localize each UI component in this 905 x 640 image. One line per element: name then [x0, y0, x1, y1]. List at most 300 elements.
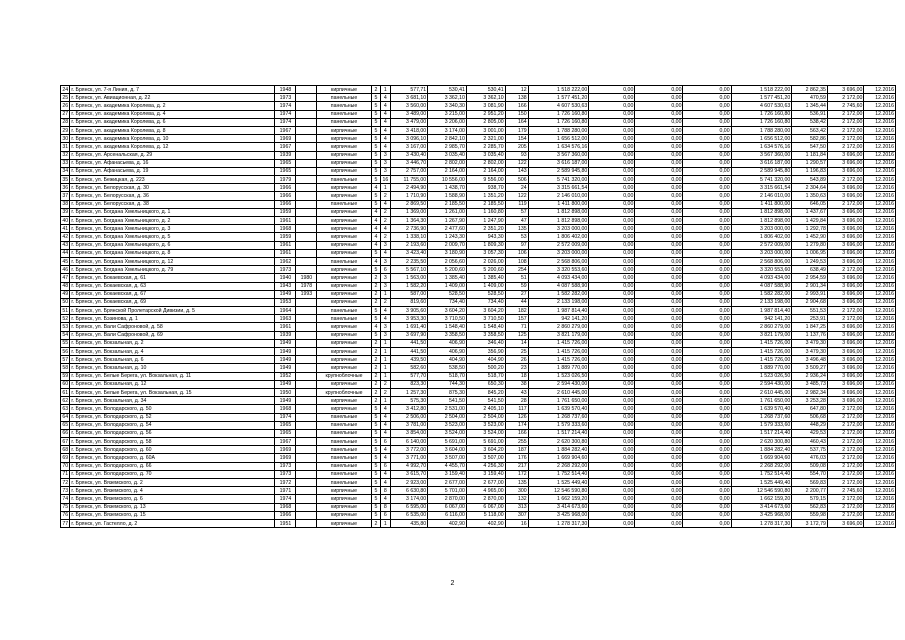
cell-entrances: 4: [381, 225, 390, 233]
cell-total-cost: 3 425 968,00: [528, 511, 589, 519]
cell-entrances: 8: [381, 487, 390, 495]
cell-unit-cost: 582,86: [792, 135, 828, 143]
cell-completion-date: 12.2016: [864, 208, 896, 216]
cell-residents: 47: [505, 217, 528, 225]
cell-floors: 2: [371, 356, 380, 364]
cell-address: г. Брянск, ул. Вяземского, д. 6: [70, 495, 275, 503]
cell-wall-material: кирпичные: [317, 339, 371, 347]
cell-max-unit-cost: 3 696,00: [827, 356, 864, 364]
cell-residential-area: 5 200,60: [466, 266, 505, 274]
cell-floors: 4: [371, 241, 380, 249]
cell-unit-cost: 1 290,57: [792, 159, 828, 167]
table-row: [61, 348, 896, 356]
cell-row-number: 53: [62, 324, 69, 331]
cell-owners-cost: 0,00: [683, 266, 731, 274]
cell-residential-area: 2 677,00: [466, 479, 505, 487]
cell-renovation-year: [296, 454, 317, 462]
cell-row-number: 37: [62, 193, 69, 200]
cell-other-cost: 2 594 430,00: [731, 380, 792, 388]
cell-max-unit-cost: 3 696,00: [827, 233, 864, 241]
cell-unit-cost: 429,53: [792, 429, 828, 437]
cell-total-area: 2 757,00: [390, 167, 428, 175]
cell-address: г. Брянск, ул. Богдана Хмельницкого, д. 2: [70, 217, 275, 225]
cell-owners-cost: 0,00: [683, 94, 731, 102]
cell-other-cost: 1 268 737,60: [731, 413, 792, 421]
cell-row-number: 72: [62, 479, 69, 486]
cell-fund-cost: 0,00: [589, 274, 635, 282]
cell-row-number: 77: [62, 520, 69, 527]
cell-row-number: 42: [62, 233, 69, 240]
cell-budget-cost: 0,00: [635, 135, 683, 143]
cell-total-cost: 2 860 279,00: [528, 323, 589, 331]
cell-total-cost: 2 133 198,00: [528, 298, 589, 306]
cell-residents: 51: [505, 274, 528, 282]
cell-owners-cost: 0,00: [683, 159, 731, 167]
cell-floors: 2: [371, 290, 380, 298]
cell-other-cost: 12 546 590,80: [731, 487, 792, 495]
cell-budget-cost: 0,00: [635, 339, 683, 347]
cell-total-area: 3 446,70: [390, 159, 428, 167]
cell-unit-cost: 1 181,84: [792, 151, 828, 159]
cell-budget-cost: 0,00: [635, 315, 683, 323]
cell-wall-material: панельные: [317, 257, 371, 265]
cell-completion-date: 12.2016: [864, 102, 896, 110]
cell-row-number: 43: [62, 242, 69, 249]
cell-residential-area: 2 164,00: [466, 167, 505, 175]
cell-floors: 2: [371, 364, 380, 372]
cell-renovation-year: 1978: [296, 282, 317, 290]
cell-max-unit-cost: 2 172,00: [827, 110, 864, 118]
cell-residents: 26: [505, 356, 528, 364]
cell-build-year: 1964: [275, 307, 296, 315]
cell-entrances: 2: [381, 380, 390, 388]
cell-wall-material: кирпичные: [317, 217, 371, 225]
cell-wall-material: кирпичные: [317, 184, 371, 192]
cell-residents: 106: [505, 249, 528, 257]
cell-total-cost: 5 741 320,00: [528, 176, 589, 184]
cell-total-cost: 1 517 214,40: [528, 429, 589, 437]
cell-residential-area: 1 385,40: [466, 274, 505, 282]
cell-build-year: 1952: [275, 372, 296, 380]
cell-max-unit-cost: 3 696,00: [827, 274, 864, 282]
cell-living-area: 2 504,00: [428, 413, 467, 421]
cell-other-cost: 1 656 512,00: [731, 135, 792, 143]
cell-budget-cost: 0,00: [635, 438, 683, 446]
cell-address: г. Брянск, ул. Богдана Хмельницкого, д. 6: [70, 241, 275, 249]
cell-total-area: 3 430,40: [390, 151, 428, 159]
cell-residents: 27: [505, 290, 528, 298]
cell-fund-cost: 0,00: [589, 176, 635, 184]
cell-floors: 5: [371, 266, 380, 274]
cell-completion-date: 12.2016: [864, 388, 896, 396]
cell-max-unit-cost: 2 172,00: [827, 118, 864, 126]
cell-unit-cost: 537,75: [792, 446, 828, 454]
cell-renovation-year: [296, 233, 317, 241]
cell-floors: 2: [371, 282, 380, 290]
cell-completion-date: 12.2016: [864, 348, 896, 356]
cell-other-cost: 4 607 530,63: [731, 102, 792, 110]
cell-living-area: 5 701,00: [428, 487, 467, 495]
cell-residential-area: 500,20: [466, 364, 505, 372]
cell-completion-date: 12.2016: [864, 487, 896, 495]
cell-row-number: 59: [62, 373, 69, 380]
cell-total-cost: 1 656 512,00: [528, 135, 589, 143]
cell-residential-area: 2 285,70: [466, 143, 505, 151]
cell-budget-cost: 0,00: [635, 208, 683, 216]
cell-build-year: 1971: [275, 487, 296, 495]
cell-completion-date: 12.2016: [864, 470, 896, 478]
cell-other-cost: 1 889 770,00: [731, 364, 792, 372]
cell-other-cost: 3 616 187,00: [731, 159, 792, 167]
cell-residents: 122: [505, 159, 528, 167]
table-row: [61, 405, 896, 413]
cell-unit-cost: 1 345,44: [792, 102, 828, 110]
cell-floors: 2: [371, 372, 380, 380]
cell-build-year: 1967: [275, 143, 296, 151]
cell-entrances: 2: [381, 298, 390, 306]
cell-total-cost: 3 616 187,00: [528, 159, 589, 167]
cell-residents: 97: [505, 241, 528, 249]
cell-entrances: 1: [381, 86, 390, 94]
cell-total-cost: 2 268 292,00: [528, 462, 589, 470]
cell-residential-area: 734,40: [466, 298, 505, 306]
cell-fund-cost: 0,00: [589, 102, 635, 110]
table-row: [61, 372, 896, 380]
cell-unit-cost: 506,68: [792, 413, 828, 421]
cell-renovation-year: [296, 413, 317, 421]
cell-living-area: 1 261,00: [428, 208, 467, 216]
table-row: [61, 208, 896, 216]
cell-row-number: 47: [62, 274, 69, 281]
cell-address: г. Брянск, ул. Вокзальная, д. 6: [70, 356, 275, 364]
cell-other-cost: 1 806 402,00: [731, 233, 792, 241]
cell-floors: 2: [371, 388, 380, 396]
cell-build-year: 1966: [275, 184, 296, 192]
cell-floors: 5: [371, 479, 380, 487]
cell-address: г. Брянск, ул. Богдана Хмельницкого, д. 3: [70, 225, 275, 233]
cell-max-unit-cost: 2 172,00: [827, 143, 864, 151]
cell-renovation-year: [296, 126, 317, 134]
cell-unit-cost: 536,91: [792, 110, 828, 118]
cell-other-cost: 4 087 588,90: [731, 282, 792, 290]
cell-residential-area: 3 358,50: [466, 331, 505, 339]
page-number: 2: [450, 580, 455, 587]
cell-wall-material: кирпичные: [317, 487, 371, 495]
cell-entrances: 1: [381, 356, 390, 364]
cell-completion-date: 12.2016: [864, 438, 896, 446]
cell-row-number: 41: [62, 225, 69, 232]
cell-living-area: 1 548,40: [428, 323, 467, 331]
cell-max-unit-cost: 2 172,00: [827, 454, 864, 462]
cell-max-unit-cost: 3 696,00: [827, 249, 864, 257]
cell-max-unit-cost: 3 696,00: [827, 86, 864, 94]
cell-residents: 117: [505, 405, 528, 413]
cell-wall-material: кирпичные: [317, 503, 371, 511]
cell-floors: 5: [371, 413, 380, 421]
cell-total-area: 3 781,00: [390, 421, 428, 429]
cell-budget-cost: 0,00: [635, 86, 683, 94]
cell-renovation-year: [296, 323, 317, 331]
cell-row-number: 44: [62, 250, 69, 257]
cell-total-area: 1 369,00: [390, 208, 428, 216]
cell-row-number: 73: [62, 487, 69, 494]
cell-floors: 5: [371, 135, 380, 143]
cell-total-cost: 1 761 650,00: [528, 397, 589, 405]
cell-total-cost: 3 320 553,60: [528, 266, 589, 274]
cell-fund-cost: 0,00: [589, 364, 635, 372]
cell-address: г. Брянск, ул. Богдана Хмельницкого, д. 1: [70, 208, 275, 216]
cell-living-area: 2 677,00: [428, 479, 467, 487]
cell-entrances: 8: [381, 503, 390, 511]
cell-unit-cost: 3 172,79: [792, 519, 828, 527]
table-row: [61, 479, 896, 487]
cell-other-cost: 2 568 806,00: [731, 257, 792, 265]
cell-owners-cost: 0,00: [683, 298, 731, 306]
cell-address: г. Брянск, ул. Вали Сафроновой, д. 69: [70, 331, 275, 339]
cell-wall-material: кирпичные: [317, 143, 371, 151]
cell-unit-cost: 2 954,59: [792, 274, 828, 282]
cell-address: г. Брянск, ул. академика Королева, д. 2: [70, 102, 275, 110]
cell-budget-cost: 0,00: [635, 102, 683, 110]
cell-fund-cost: 0,00: [589, 143, 635, 151]
table-row: [61, 249, 896, 257]
cell-max-unit-cost: 2 172,00: [827, 470, 864, 478]
cell-total-cost: 1 523 026,50: [528, 372, 589, 380]
cell-owners-cost: 0,00: [683, 364, 731, 372]
table-row: [61, 388, 896, 396]
cell-residential-area: 541,50: [466, 397, 505, 405]
cell-budget-cost: 0,00: [635, 348, 683, 356]
cell-residential-area: 402,90: [466, 519, 505, 527]
cell-budget-cost: 0,00: [635, 225, 683, 233]
cell-floors: 4: [371, 323, 380, 331]
cell-renovation-year: [296, 159, 317, 167]
cell-unit-cost: 1 249,53: [792, 257, 828, 265]
cell-owners-cost: 0,00: [683, 225, 731, 233]
cell-max-unit-cost: 2 172,00: [827, 479, 864, 487]
cell-completion-date: 12.2016: [864, 159, 896, 167]
cell-total-area: 3 167,00: [390, 143, 428, 151]
cell-residential-area: 2 870,00: [466, 495, 505, 503]
cell-other-cost: 1 411 800,00: [731, 200, 792, 208]
cell-living-area: 5 691,00: [428, 438, 467, 446]
cell-fund-cost: 0,00: [589, 86, 635, 94]
table-row: [61, 176, 896, 184]
cell-total-cost: 1 812 898,00: [528, 217, 589, 225]
cell-completion-date: 12.2016: [864, 397, 896, 405]
cell-other-cost: 3 203 000,00: [731, 225, 792, 233]
cell-owners-cost: 0,00: [683, 380, 731, 388]
cell-entrances: 4: [381, 94, 390, 102]
cell-build-year: 1974: [275, 102, 296, 110]
cell-build-year: 1953: [275, 298, 296, 306]
cell-address: г. Брянск, ул. Володарского, д. 52: [70, 413, 275, 421]
cell-fund-cost: 0,00: [589, 135, 635, 143]
cell-entrances: 4: [381, 446, 390, 454]
cell-total-cost: 1 278 317,30: [528, 519, 589, 527]
cell-total-area: 3 479,00: [390, 118, 428, 126]
cell-build-year: 1963: [275, 315, 296, 323]
cell-address: г. Брянск, ул. Вяземского, д. 2: [70, 479, 275, 487]
table-row: [61, 266, 896, 274]
cell-residential-area: 9 556,00: [466, 176, 505, 184]
cell-other-cost: 4 093 434,00: [731, 274, 792, 282]
cell-completion-date: 12.2016: [864, 135, 896, 143]
cell-budget-cost: 0,00: [635, 233, 683, 241]
cell-fund-cost: 0,00: [589, 217, 635, 225]
cell-row-number: 35: [62, 176, 69, 183]
cell-unit-cost: 1 137,76: [792, 331, 828, 339]
cell-fund-cost: 0,00: [589, 159, 635, 167]
cell-row-number: 74: [62, 495, 69, 502]
cell-max-unit-cost: 2 172,00: [827, 126, 864, 134]
cell-owners-cost: 0,00: [683, 331, 731, 339]
cell-completion-date: 12.2016: [864, 184, 896, 192]
cell-max-unit-cost: 2 172,00: [827, 413, 864, 421]
cell-renovation-year: [296, 487, 317, 495]
cell-floors: 5: [371, 438, 380, 446]
cell-residents: 182: [505, 307, 528, 315]
cell-floors: 5: [371, 462, 380, 470]
cell-wall-material: панельные: [317, 110, 371, 118]
cell-residents: 132: [505, 495, 528, 503]
cell-row-number: 69: [62, 455, 69, 462]
table-row: [61, 356, 896, 364]
cell-residential-area: 1 809,30: [466, 241, 505, 249]
cell-living-area: 406,90: [428, 348, 467, 356]
cell-residents: 307: [505, 511, 528, 519]
cell-unit-cost: 3 479,30: [792, 339, 828, 347]
cell-build-year: 1966: [275, 200, 296, 208]
cell-address: г. Брянск, ул. Богдана Хмельницкого, д. 12: [70, 257, 275, 265]
cell-budget-cost: 0,00: [635, 217, 683, 225]
cell-residents: 143: [505, 167, 528, 175]
cell-build-year: 1973: [275, 266, 296, 274]
table-row: [61, 421, 896, 429]
cell-residents: 138: [505, 94, 528, 102]
cell-living-area: 2 531,00: [428, 405, 467, 413]
cell-floors: 2: [371, 380, 380, 388]
cell-unit-cost: 3 485,73: [792, 380, 828, 388]
cell-entrances: 3: [381, 167, 390, 175]
cell-row-number: 54: [62, 332, 69, 339]
cell-other-cost: 2 133 198,00: [731, 298, 792, 306]
cell-total-cost: 1 579 333,60: [528, 421, 589, 429]
cell-owners-cost: 0,00: [683, 257, 731, 265]
cell-budget-cost: 0,00: [635, 413, 683, 421]
cell-residential-area: 938,70: [466, 184, 505, 192]
cell-row-number: 62: [62, 397, 69, 404]
table-row: [61, 511, 896, 519]
cell-other-cost: 3 414 673,60: [731, 503, 792, 511]
cell-owners-cost: 0,00: [683, 200, 731, 208]
cell-total-area: 6 535,00: [390, 511, 428, 519]
cell-completion-date: 12.2016: [864, 298, 896, 306]
cell-completion-date: 12.2016: [864, 176, 896, 184]
cell-renovation-year: [296, 339, 317, 347]
cell-budget-cost: 0,00: [635, 151, 683, 159]
cell-budget-cost: 0,00: [635, 364, 683, 372]
table-row: [61, 495, 896, 503]
cell-total-area: 5 567,10: [390, 266, 428, 274]
cell-fund-cost: 0,00: [589, 94, 635, 102]
cell-completion-date: 12.2016: [864, 233, 896, 241]
cell-fund-cost: 0,00: [589, 372, 635, 380]
cell-completion-date: 12.2016: [864, 217, 896, 225]
cell-residential-area: 3 081,90: [466, 102, 505, 110]
cell-wall-material: кирпичные: [317, 356, 371, 364]
cell-total-area: 6 630,80: [390, 487, 428, 495]
cell-budget-cost: 0,00: [635, 397, 683, 405]
cell-address: г. Брянск, ул. Володарского, д. 60А: [70, 454, 275, 462]
cell-other-cost: 1 278 317,30: [731, 519, 792, 527]
cell-address: г. Брянск, ул. Белые Берега, ул. Вокзальная, д. 15: [70, 388, 275, 396]
cell-floors: 2: [371, 397, 380, 405]
cell-wall-material: кирпичные: [317, 348, 371, 356]
cell-total-cost: 4 093 434,00: [528, 274, 589, 282]
cell-max-unit-cost: 3 696,00: [827, 151, 864, 159]
cell-entrances: 3: [381, 257, 390, 265]
cell-max-unit-cost: 2 172,00: [827, 315, 864, 323]
cell-unit-cost: 647,80: [792, 405, 828, 413]
cell-living-area: 1 588,90: [428, 192, 467, 200]
cell-entrances: 2: [381, 192, 390, 200]
cell-build-year: 1959: [275, 233, 296, 241]
cell-other-cost: 3 315 661,54: [731, 184, 792, 192]
cell-floors: 5: [371, 511, 380, 519]
cell-floors: 4: [371, 233, 380, 241]
cell-wall-material: панельные: [317, 118, 371, 126]
cell-total-cost: 4 087 588,90: [528, 282, 589, 290]
cell-build-year: 1961: [275, 217, 296, 225]
cell-residents: 313: [505, 503, 528, 511]
cell-fund-cost: 0,00: [589, 462, 635, 470]
cell-row-number: 65: [62, 422, 69, 429]
cell-build-year: 1967: [275, 438, 296, 446]
cell-living-area: 3 206,00: [428, 118, 467, 126]
cell-max-unit-cost: 2 172,00: [827, 511, 864, 519]
cell-total-area: 2 235,50: [390, 257, 428, 265]
cell-living-area: 3 710,50: [428, 315, 467, 323]
table-row: [61, 380, 896, 388]
cell-max-unit-cost: 3 696,00: [827, 208, 864, 216]
cell-budget-cost: 0,00: [635, 184, 683, 192]
cell-fund-cost: 0,00: [589, 266, 635, 274]
cell-address: г. Брянск, ул. Володарского, д. 60: [70, 446, 275, 454]
table-row: [61, 217, 896, 225]
cell-build-year: 1973: [275, 470, 296, 478]
cell-row-number: 61: [62, 389, 69, 396]
cell-unit-cost: 2 904,68: [792, 298, 828, 306]
cell-residents: 255: [505, 438, 528, 446]
cell-address: г. Брянск, ул. Вокзальная, д. 10: [70, 364, 275, 372]
cell-total-area: 2 494,90: [390, 184, 428, 192]
cell-living-area: 875,30: [428, 388, 467, 396]
cell-owners-cost: 0,00: [683, 339, 731, 347]
cell-owners-cost: 0,00: [683, 143, 731, 151]
cell-row-number: 66: [62, 430, 69, 437]
cell-row-number: 45: [62, 258, 69, 265]
cell-wall-material: кирпичные: [317, 282, 371, 290]
cell-fund-cost: 0,00: [589, 487, 635, 495]
cell-budget-cost: 0,00: [635, 290, 683, 298]
cell-build-year: 1969: [275, 135, 296, 143]
cell-address: г. Брянск, ул. Арсенальская, д. 29: [70, 151, 275, 159]
cell-entrances: 16: [382, 176, 389, 183]
cell-living-area: 2 842,10: [428, 135, 467, 143]
cell-renovation-year: [296, 249, 317, 257]
cell-residents: 174: [505, 421, 528, 429]
